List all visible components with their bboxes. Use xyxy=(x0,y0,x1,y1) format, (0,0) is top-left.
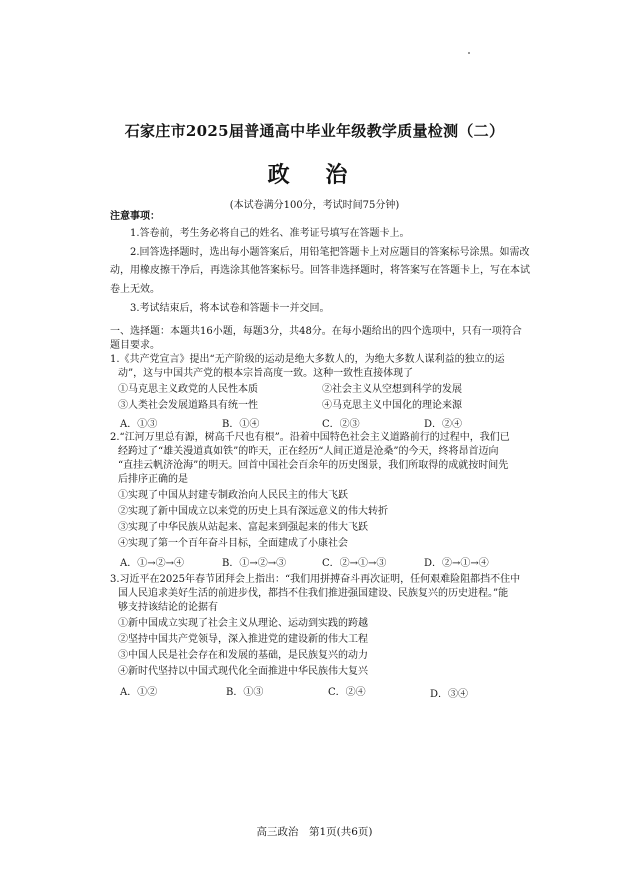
page-footer: 高三政治 第1页(共6页) xyxy=(256,826,373,838)
q2-stem-line-2: 经跨过了“雄关漫道真如铁”的昨天，正在经历“人间正道是沧桑”的今天，终将昂首迈向 xyxy=(118,446,499,457)
exam-title: 石家庄市2025届普通高中毕业年级教学质量检测（二） xyxy=(124,122,505,140)
q2-stem-line-4: 后排序正确的是 xyxy=(118,474,188,485)
note-2-line-3: 卷上无效。 xyxy=(110,284,160,295)
q3-option-a: A．①② xyxy=(120,687,158,698)
q2-item-1: ①实现了中国从封建专制政治向人民民主的伟大飞跃 xyxy=(118,490,348,501)
q2-item-2: ②实现了新中国成立以来党的历史上具有深远意义的伟大转折 xyxy=(118,506,388,517)
q2-item-4: ④实现了第一个百年奋斗目标，全面建成了小康社会 xyxy=(118,538,348,549)
q3-stem-line-2: 国人民追求美好生活的前进步伐，都挡不住我们推进强国建设、民族复兴的历史进程。”能 xyxy=(118,588,509,599)
q2-option-d: D．②→①→④ xyxy=(424,558,489,569)
q3-item-4: ④新时代坚持以中国式现代化全面推进中华民族伟大复兴 xyxy=(118,666,368,677)
q2-option-b: B．①→②→③ xyxy=(222,558,287,569)
notes-heading: 注意事项： xyxy=(110,211,160,222)
q1-option-a: A．①③ xyxy=(120,419,158,430)
q2-option-a: A．①→②→④ xyxy=(120,558,184,569)
q3-option-d: D．③④ xyxy=(430,689,469,700)
q1-stem-line-1: 1.《共产党宣言》提出“无产阶级的运动是绝大多数人的，为绝大多数人谋利益的独立的运 xyxy=(110,354,505,365)
q3-option-b: B．①③ xyxy=(226,687,264,698)
score-info: (本试卷满分100分，考试时间75分钟) xyxy=(229,200,400,211)
q1-stem-line-2: 动”，这与中国共产党的根本宗旨高度一致。这种一致性直接体现了 xyxy=(118,368,414,379)
q3-item-3: ③中国人民是社会存在和发展的基础，是民族复兴的动力 xyxy=(118,650,368,661)
q2-stem-line-3: “直挂云帆济沧海”的明天。回首中国社会百余年的历史图景，我们所取得的成就按时间先 xyxy=(118,460,509,471)
q1-item-2: ②社会主义从空想到科学的发展 xyxy=(322,384,462,395)
subject-title: 政 治 xyxy=(267,162,362,188)
q1-item-3: ③人类社会发展道路具有统一性 xyxy=(118,400,258,411)
q1-item-4: ④马克思主义中国化的理论来源 xyxy=(322,400,462,411)
q3-item-2: ②坚持中国共产党领导，深入推进党的建设新的伟大工程 xyxy=(118,634,368,645)
q2-stem-line-1: 2.“江河万里总有源，树高千尺也有根”。沿着中国特色社会主义道路前行的过程中，我们已 xyxy=(110,432,510,443)
note-2-line-1: 2.回答选择题时，选出每小题答案后，用铅笔把答题卡上对应题目的答案标号涂黑。如需改 xyxy=(130,247,530,258)
section-1-line-2: 题目要求。 xyxy=(110,340,160,351)
q1-item-1: ①马克思主义政党的人民性本质 xyxy=(118,384,258,395)
q2-option-c: C．②→①→③ xyxy=(322,558,387,569)
note-3: 3.考试结束后，将本试卷和答题卡一并交回。 xyxy=(130,303,330,314)
note-1: 1.答卷前，考生务必将自己的姓名、准考证号填写在答题卡上。 xyxy=(130,228,410,239)
q3-stem-line-1: 3.习近平在2025年春节团拜会上指出：“我们用拼搏奋斗再次证明，任何艰难险阻都挡不住中 xyxy=(110,574,521,585)
q1-option-c: C．②③ xyxy=(322,419,360,430)
q2-item-3: ③实现了中华民族从站起来、富起来到强起来的伟大飞跃 xyxy=(118,522,368,533)
q3-stem-line-3: 够支持该结论的论据有 xyxy=(118,602,218,613)
section-1-line-1: 一、选择题：本题共16小题，每题3分，共48分。在每小题给出的四个选项中，只有一项符合 xyxy=(110,326,522,337)
q1-option-d: D．②④ xyxy=(424,419,463,430)
q3-item-1: ①新中国成立实现了社会主义从理论、运动到实践的跨越 xyxy=(118,618,368,629)
q3-option-c: C．②④ xyxy=(328,687,366,698)
q1-option-b: B．①④ xyxy=(222,419,260,430)
scan-speck xyxy=(468,52,470,54)
note-2-line-2: 动，用橡皮擦干净后，再选涂其他答案标号。回答非选择题时，将答案写在答题卡上，写在本试 xyxy=(110,265,530,276)
